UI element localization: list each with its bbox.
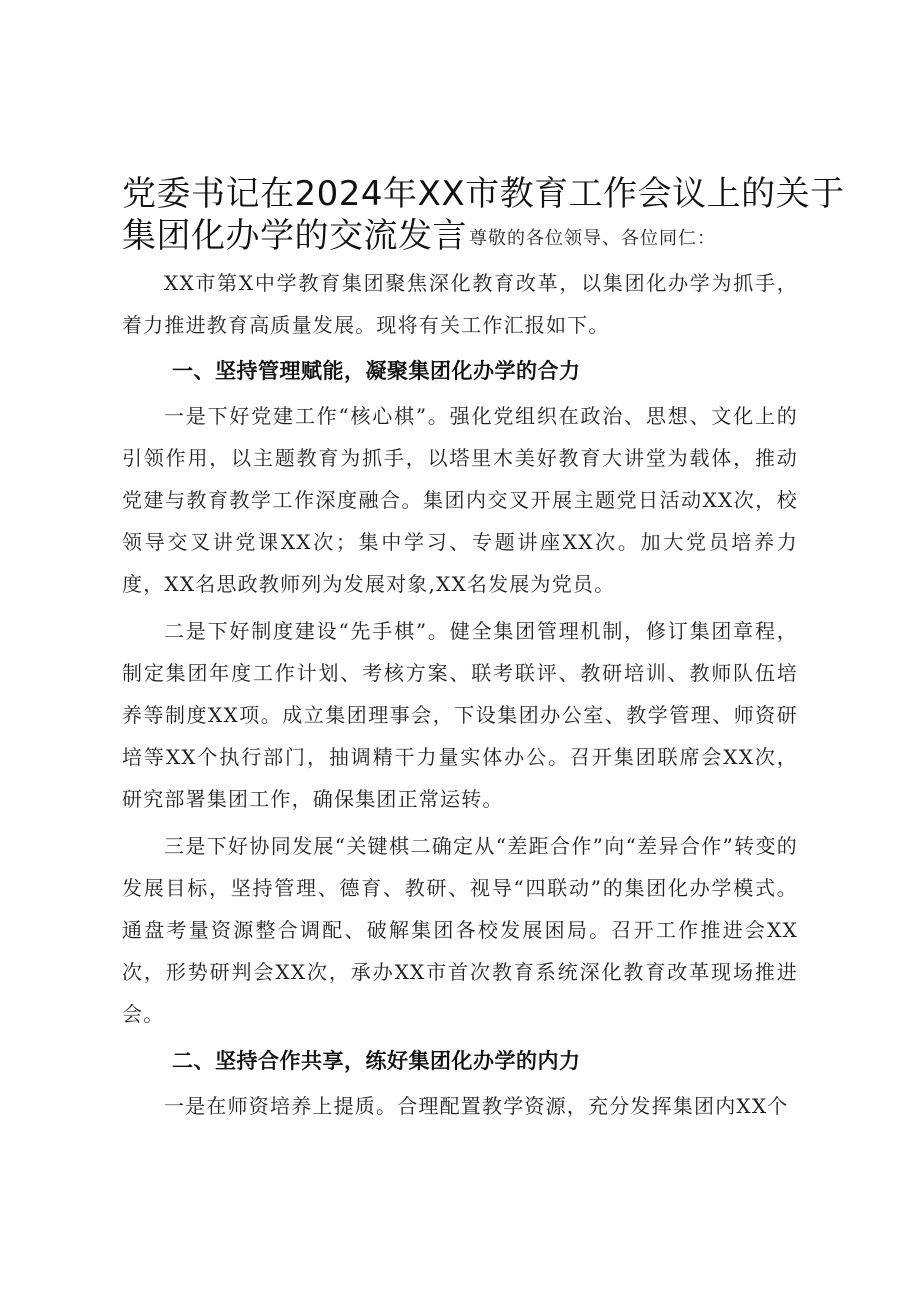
title-text-1: 党委书记在2024年XX市教育工作会议上的关于 (122, 174, 845, 214)
salutation: 尊敬的各位领导、各位同仁： (469, 228, 716, 249)
section-1-paragraph-1: 一是下好党建工作“核心棋”。强化党组织在政治、思想、文化上的引领作用，以主题教育为抓手，以塔里木美好教育大讲堂为载体，推动党建与教育教学工作深度融合。集团内交叉开展主题党日活动XX次，校领导交叉讲党课XX次；集中学习、专题讲座XX次。加大党员培养力度，XX名思政教师列为发展对象,XX名发展为党员。 (122, 404, 798, 596)
document-title-line-2 (122, 208, 716, 257)
section-2-heading: 二、坚持合作共享，练好集团化办学的内力 (172, 1049, 581, 1073)
section-1-paragraph-3: 三是下好协同发展“关键棋二确定从“差距合作”向“差异合作”转变的发展目标，坚持管理、德育、教研、视导“四联动”的集团化办学模式。通盘考量资源整合调配、破解集团各校发展困局。召开工作推进会XX次，形势研判会XX次，承办XX市首次教育系统深化教育改革现场推进会。 (122, 834, 798, 1026)
section-2-paragraph-1: 一是在师资培养上提质。合理配置教学资源，充分发挥集团内XX个 (164, 1094, 789, 1118)
title-text-2: 集团化办学的交流发言 (122, 216, 467, 256)
section-1-paragraph-2: 二是下好制度建设“先手棋”。健全集团管理机制，修订集团章程，制定集团年度工作计划、考核方案、联考联评、教研培训、教师队伍培养等制度XX项。成立集团理事会，下设集团办公室、教学管理、师资研培等XX个执行部门，抽调精干力量实体办公。召开集团联席会XX次，研究部署集团工作，确保集团正常运转。 (122, 619, 798, 811)
intro-paragraph: XX市第X中学教育集团聚焦深化教育改革，以集团化办学为抓手，着力推进教育高质量发展。现将有关工作汇报如下。 (122, 271, 798, 337)
section-1-heading: 一、坚持管理赋能，凝聚集团化办学的合力 (172, 359, 581, 383)
